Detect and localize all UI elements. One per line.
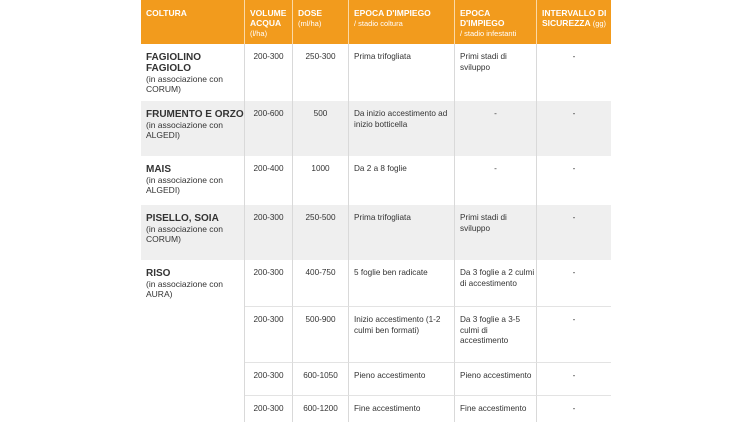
table-row <box>141 362 611 395</box>
epoca-infestanti-cell: Da 3 foglie a 2 culmi di accestimento <box>455 260 537 306</box>
epoca-infestanti-cell: Pieno accestimento <box>455 362 537 395</box>
table-row <box>141 260 611 306</box>
dose-cell: 500 <box>293 101 349 156</box>
header-epoca-coltura: EPOCA D'IMPIEGO / stadio coltura <box>349 0 455 44</box>
volume-cell: 200-300 <box>245 395 293 422</box>
intervallo-cell: - <box>537 395 611 422</box>
epoca-infestanti-cell: Primi stadi di sviluppo <box>455 44 537 101</box>
intervallo-cell: - <box>537 362 611 395</box>
epoca-infestanti-cell: Da 3 foglie a 3-5 culmi di accestimento <box>455 306 537 362</box>
crop-cell: RISO (in associazione con AURA) <box>141 260 245 306</box>
intervallo-cell: - <box>572 268 576 277</box>
intervallo-cell: - <box>572 213 576 222</box>
table-row <box>141 205 611 260</box>
crop-cell: MAIS (in associazione con ALGEDI) <box>141 156 245 205</box>
table-header <box>141 0 611 44</box>
volume-cell: 200-400 <box>245 156 293 205</box>
dose-cell: 250-500 <box>293 205 349 260</box>
header-coltura: COLTURA <box>141 0 245 44</box>
intervallo-cell: - <box>537 306 611 362</box>
epoca-infestanti-cell: Primi stadi di sviluppo <box>455 205 537 260</box>
dose-cell: 600-1200 <box>293 395 349 422</box>
volume-cell: 200-300 <box>245 205 293 260</box>
volume-cell: 200-300 <box>245 260 293 306</box>
intervallo-cell: - <box>572 164 576 173</box>
dose-cell: 400-750 <box>293 260 349 306</box>
epoca-coltura-cell: Prima trifogliata <box>349 44 455 101</box>
table-row <box>141 395 611 422</box>
header-volume: VOLUME ACQUA (l/ha) <box>245 0 293 44</box>
header-dose: DOSE (ml/ha) <box>293 0 349 44</box>
epoca-coltura-cell: Da inizio accestimento ad inizio botticella <box>349 101 455 156</box>
crop-cell <box>141 306 245 362</box>
epoca-coltura-cell: Pieno accestimento <box>349 362 455 395</box>
crop-cell <box>141 362 245 395</box>
epoca-infestanti-cell: - <box>455 156 537 205</box>
dosage-table <box>141 0 611 422</box>
crop-cell: PISELLO, SOIA (in associazione con CORUM) <box>141 205 245 260</box>
volume-cell: 200-300 <box>245 44 293 101</box>
crop-cell: FRUMENTO E ORZO (in associazione con ALGEDI) <box>141 101 245 156</box>
header-epoca-infestanti: EPOCA D'IMPIEGO / stadio infestanti <box>455 0 537 44</box>
volume-cell: 200-600 <box>245 101 293 156</box>
crop-cell: FAGIOLINO FAGIOLO (in associazione con CORUM) <box>141 44 245 101</box>
table-row <box>141 156 611 205</box>
crop-cell <box>141 395 245 422</box>
table-row <box>141 101 611 156</box>
epoca-infestanti-cell: - <box>455 101 537 156</box>
epoca-coltura-cell: Da 2 a 8 foglie <box>349 156 455 205</box>
header-intervallo: INTERVALLO DI SICUREZZA (gg) <box>542 8 607 28</box>
dose-cell: 600-1050 <box>293 362 349 395</box>
epoca-coltura-cell: Prima trifogliata <box>349 205 455 260</box>
volume-cell: 200-300 <box>245 362 293 395</box>
dose-cell: 500-900 <box>293 306 349 362</box>
epoca-coltura-cell: Inizio accestimento (1-2 culmi ben formati) <box>349 306 455 362</box>
table-row <box>141 44 611 101</box>
dose-cell: 250-300 <box>293 44 349 101</box>
table-row <box>141 306 611 362</box>
intervallo-cell: - <box>572 52 576 61</box>
epoca-coltura-cell: Fine accestimento <box>349 395 455 422</box>
dose-cell: 1000 <box>293 156 349 205</box>
intervallo-cell: - <box>572 109 576 118</box>
epoca-coltura-cell: 5 foglie ben radicate <box>349 260 455 306</box>
epoca-infestanti-cell: Fine accestimento <box>455 395 537 422</box>
volume-cell: 200-300 <box>245 306 293 362</box>
